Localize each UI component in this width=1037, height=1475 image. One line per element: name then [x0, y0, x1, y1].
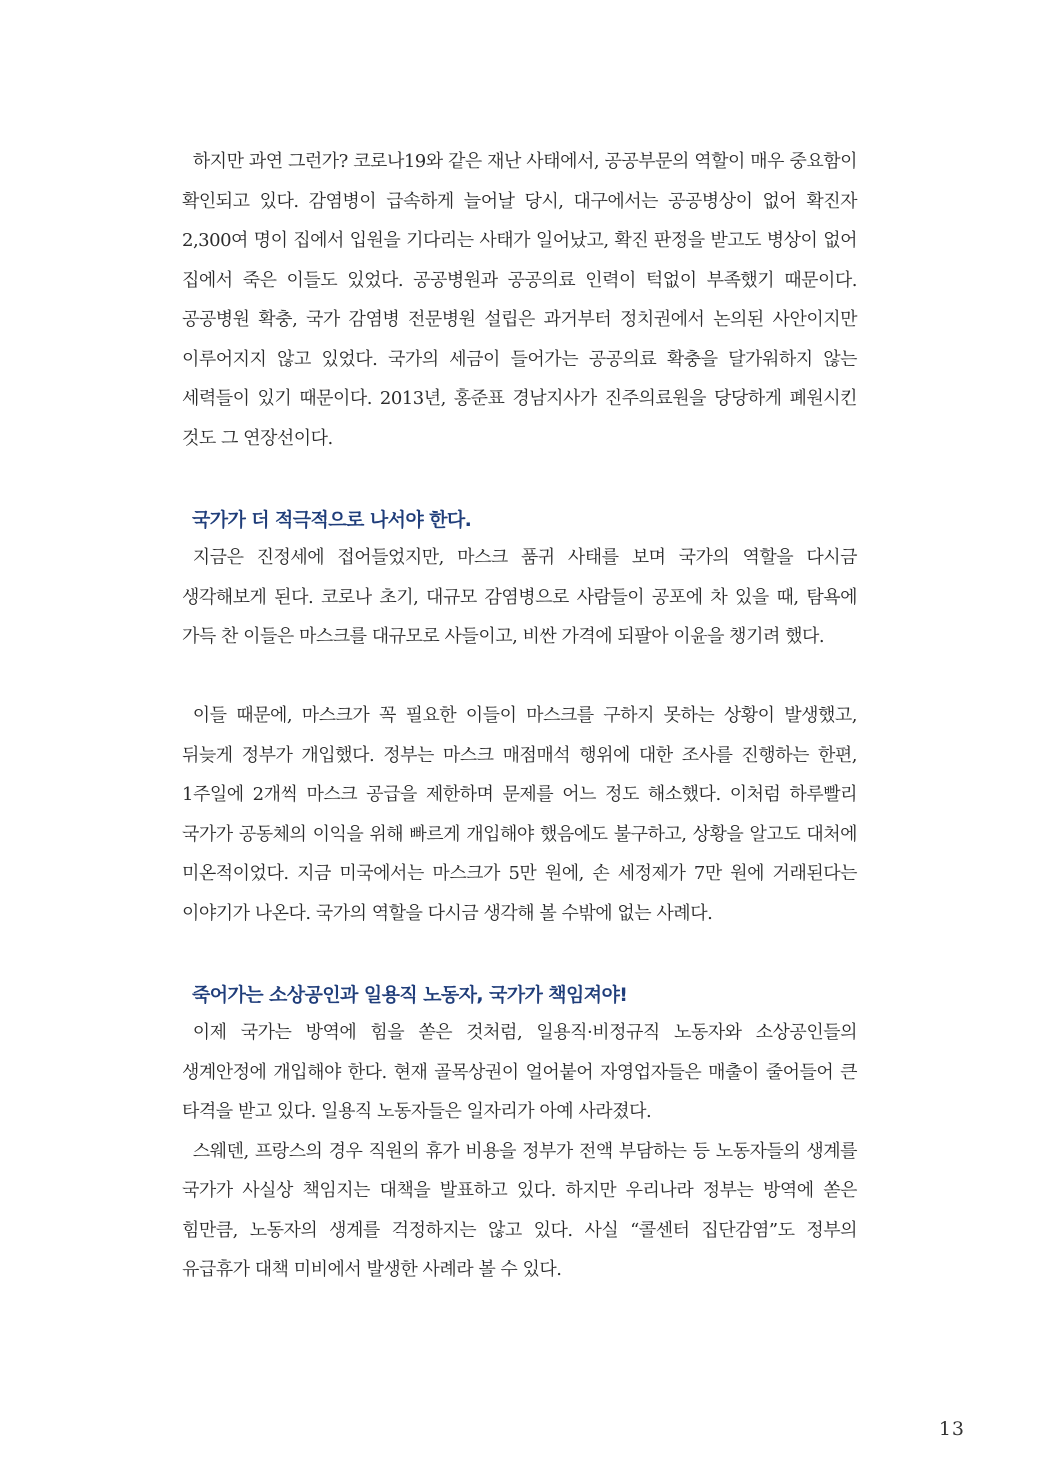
- paragraph-spacer: [182, 657, 857, 697]
- section-heading-state-role: 국가가 더 적극적으로 나서야 한다.: [192, 509, 472, 531]
- section-spacer: [182, 458, 857, 502]
- article-body: [182, 142, 857, 1290]
- paragraph-livelihood: 이제 국가는 방역에 힘을 쏟은 것처럼, 일용직·비정규직 노동자와 소상공인들의 생계안정에 개입해야 한다. 현재 골목상권이 얼어붙어 자영업자들은 매출이 줄어들어 큰 타격을 받고 있다. 일용직 노동자들은 일자리가 아예 사라졌다.: [182, 1022, 857, 1122]
- paragraph-government-intervention: 이들 때문에, 마스크가 꼭 필요한 이들이 마스크를 구하지 못하는 상황이 발생했고, 뒤늦게 정부가 개입했다. 정부는 마스크 매점매석 행위에 대한 조사를 진행하는 한편, 1주일에 2개씩 마스크 공급을 제한하며 문제를 어느 정도 해소했다. 이처럼 하루빨리 국가가 공동체의 이익을 위해 빠르게 개입해야 했음에도 불구하고, 상황을 알고도 대처에 미온적이었다. 지금 미국에서는 마스크가 5만 원에, 손 세정제가 7만 원에 거래된다는 이야기가 나온다. 국가의 역할을 다시금 생각해 볼 수밖에 없는 사례다.: [182, 705, 857, 924]
- paragraph-mask-shortage: 지금은 진정세에 접어들었지만, 마스크 품귀 사태를 보며 국가의 역할을 다시금 생각해보게 된다. 코로나 초기, 대규모 감염병으로 사람들이 공포에 차 있을 때, 탐욕에 가득 찬 이들은 마스크를 대규모로 사들이고, 비싼 가격에 되팔아 이윤을 챙기려 했다.: [182, 547, 857, 647]
- paragraph-sweden-france: 스웨덴, 프랑스의 경우 직원의 휴가 비용을 정부가 전액 부담하는 등 노동자들의 생계를 국가가 사실상 책임지는 대책을 발표하고 있다. 하지만 우리나라 정부는 방역에 쏟은 힘만큼, 노동자의 생계를 걱정하지는 않고 있다. 사실 “콜센터 집단감염”도 정부의 유급휴가 대책 미비에서 발생한 사례라 볼 수 있다.: [182, 1140, 857, 1280]
- page-number: 13: [938, 1418, 965, 1440]
- paragraph-public-sector: 하지만 과연 그런가? 코로나19와 같은 재난 사태에서, 공공부문의 역할이 매우 중요함이 확인되고 있다. 감염병이 급속하게 늘어날 당시, 대구에서는 공공병상이 없어 확진자 2,300여 명이 집에서 입원을 기다리는 사태가 일어났고, 확진 판정을 받고도 병상이 없어 집에서 죽은 이들도 있었다. 공공병원과 공공의료 인력이 턱없이 부족했기 때문이다. 공공병원 확충, 국가 감염병 전문병원 설립은 과거부터 정치권에서 논의된 사안이지만 이루어지지 않고 있었다. 국가의 세금이 들어가는 공공의료 확충을 달가워하지 않는 세력들이 있기 때문이다. 2013년, 홍준표 경남지사가 진주의료원을 당당하게 폐원시킨 것도 그 연장선이다.: [182, 151, 857, 449]
- section-spacer: [182, 933, 857, 977]
- section-heading-workers: 죽어가는 소상공인과 일용직 노동자, 국가가 책임져야!: [192, 984, 628, 1006]
